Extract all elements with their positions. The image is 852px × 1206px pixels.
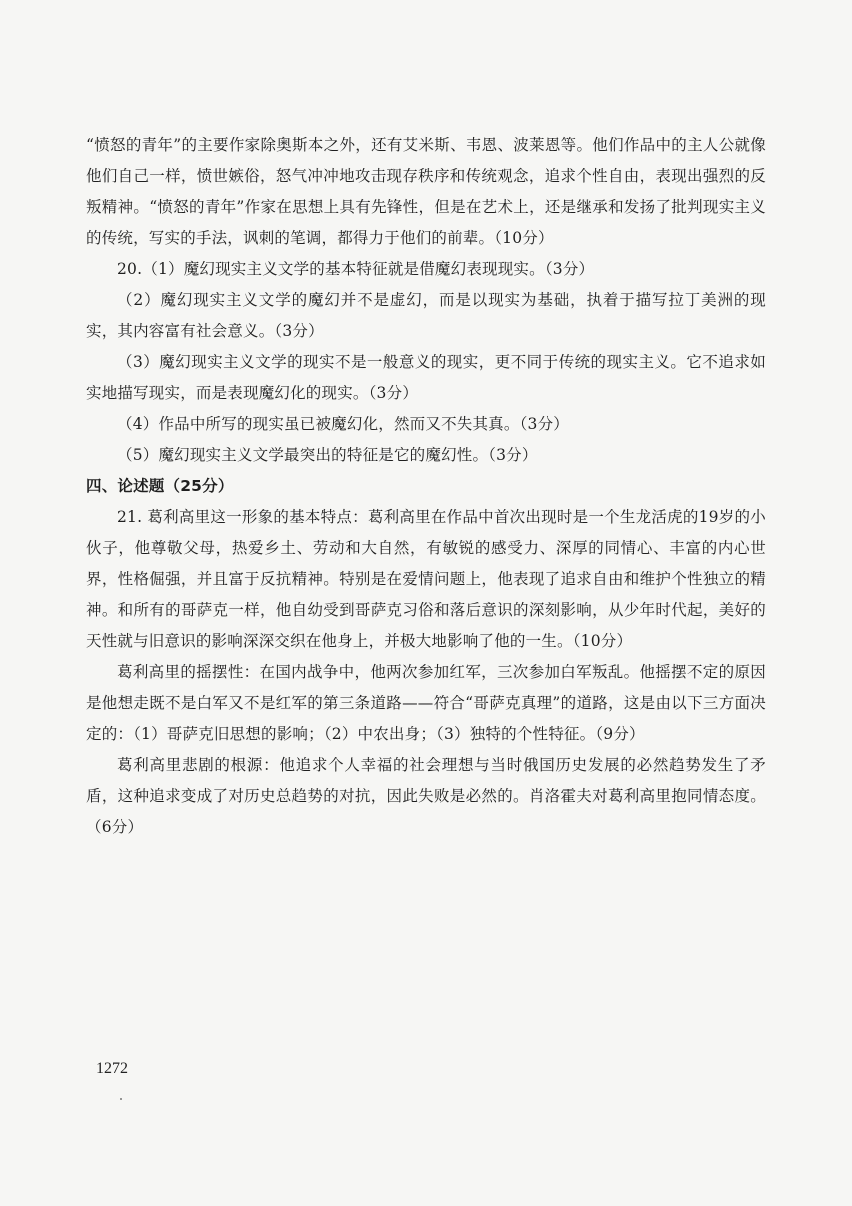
- scan-speck: [120, 1098, 122, 1100]
- answer-21-tragedy-root: 葛利高里悲剧的根源：他追求个人幸福的社会理想与当时俄国历史发展的必然趋势发生了矛盾，这种追求变成了对历史总趋势的对抗，因此失败是必然的。肖洛霍夫对葛利高里抱同情态度。（6分）: [86, 756, 766, 836]
- answer-20-point-4: （4）作品中所写的现实虽已被魔幻化，然而又不失其真。（3分）: [117, 415, 569, 433]
- answer-20-point-3: （3）魔幻现实主义文学的现实不是一般意义的现实，更不同于传统的现实主义。它不追求如实地描写现实，而是表现魔幻化的现实。（3分）: [86, 353, 766, 402]
- page-number: 1272: [96, 1060, 128, 1077]
- answer-21-basic-traits: 21. 葛利高里这一形象的基本特点：葛利高里在作品中首次出现时是一个生龙活虎的19岁的小伙子，他尊敬父母，热爱乡土、劳动和大自然，有敏锐的感受力、深厚的同情心、丰富的内心世界，性格倔强，并且富于反抗精神。特别是在爱情问题上，他表现了追求自由和维护个性独立的精神。和所有的哥萨克一样，他自幼受到哥萨克习俗和落后意识的深刻影响，从少年时代起，美好的天性就与旧意识的影响深深交织在他身上，并极大地影响了他的一生。（10分）: [86, 508, 766, 650]
- answer-21-wavering: 葛利高里的摇摆性：在国内战争中，他两次参加红军，三次参加白军叛乱。他摇摆不定的原因是他想走既不是白军又不是红军的第三条道路——符合“哥萨克真理”的道路，这是由以下三方面决定的：（1）哥萨克旧思想的影响；（2）中农出身；（3）独特的个性特征。（9分）: [86, 663, 766, 743]
- answer-20-point-1: 20.（1）魔幻现实主义文学的基本特征就是借魔幻表现现实。（3分）: [117, 260, 595, 278]
- answer-20-point-5: （5）魔幻现实主义文学最突出的特征是它的魔幻性。（3分）: [117, 446, 538, 464]
- section-heading-essay: 四、论述题（25分）: [86, 477, 234, 495]
- paragraph-angry-young-men: “愤怒的青年”的主要作家除奥斯本之外，还有艾米斯、韦恩、波莱恩等。他们作品中的主人公就像他们自己一样，愤世嫉俗，怒气冲冲地攻击现存秩序和传统观念，追求个性自由，表现出强烈的反叛精神。“愤怒的青年”作家在思想上具有先锋性，但是在艺术上，还是继承和发扬了批判现实主义的传统，写实的手法，讽刺的笔调，都得力于他们的前辈。（10分）: [86, 136, 766, 247]
- document-body: [86, 130, 766, 843]
- answer-20-point-2: （2）魔幻现实主义文学的魔幻并不是虚幻，而是以现实为基础，执着于描写拉丁美洲的现实，其内容富有社会意义。（3分）: [86, 291, 766, 340]
